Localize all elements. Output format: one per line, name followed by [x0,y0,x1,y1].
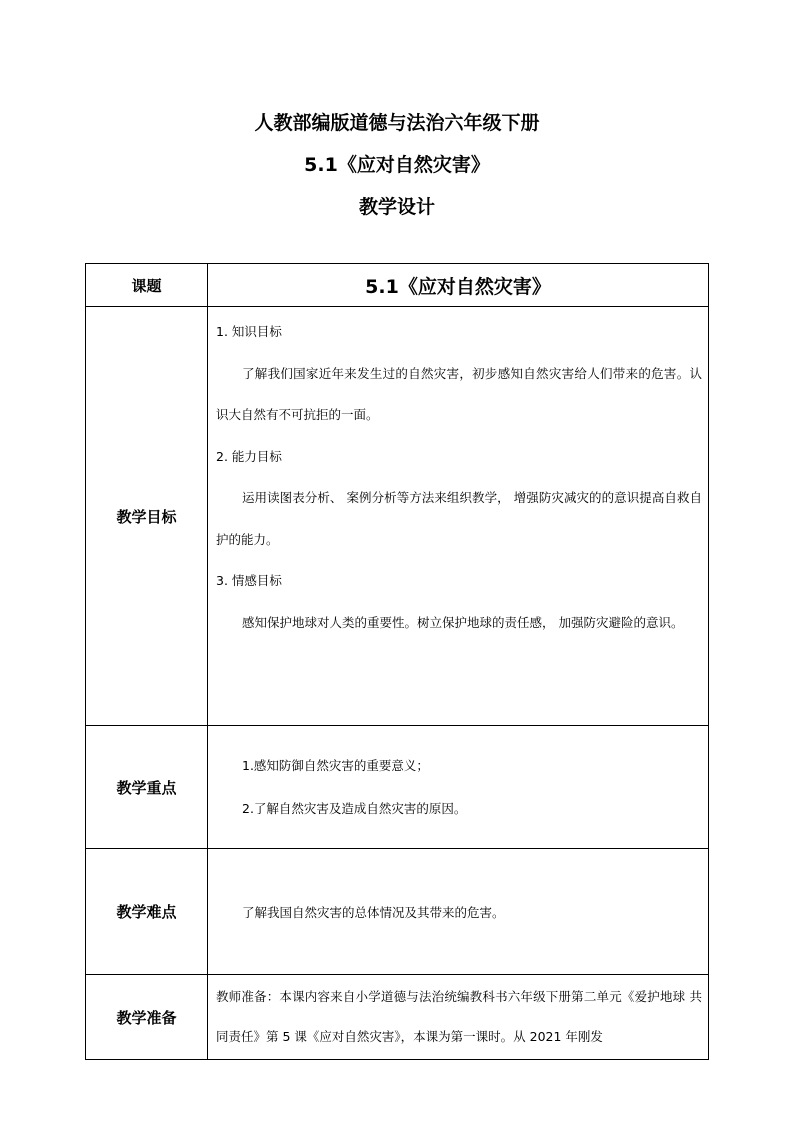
table-row-preparation [86,975,709,1060]
difficulty-label: 教学难点 [86,849,208,975]
table-row-key-points [86,726,709,849]
knowledge-text: 了解我们国家近年来发生过的自然灾害，初步感知自然灾害给人们带来的危害。认识大自然有不可抗拒的一面。 [216,365,702,422]
ability-heading: 2. 能力目标 [216,448,282,464]
knowledge-heading: 1. 知识目标 [216,324,282,339]
lesson-plan-table [85,263,709,1060]
goals-cell [208,307,709,726]
ability-text: 运用读图表分析、 案例分析等方法来组织教学， 增强防灾减灾的的意识提高自救自护的能力。 [216,490,702,547]
key-points-cell [208,726,709,849]
doc-subtitle: 教学设计 [358,196,435,218]
emotion-heading: 3. 情感目标 [216,573,282,588]
preparation-text: 教师准备：本课内容来自小学道德与法治统编教科书六年级下册第二单元《爱护地球 共同责任》第 5 课《应对自然灾害》，本课为第一课时。从 2021 年刚发 [216,989,702,1044]
difficulty-text: 了解我国自然灾害的总体情况及其带来的危害。 [242,904,505,920]
topic-label: 课题 [86,264,208,307]
preparation-label: 教学准备 [86,975,208,1060]
preparation-cell [208,975,709,1060]
key-points-label: 教学重点 [86,726,208,849]
table-row-topic [86,264,709,307]
emotion-text: 感知保护地球对人类的重要性。树立保护地球的责任感， 加强防灾避险的意识。 [242,614,684,630]
topic-value: 5.1《应对自然灾害》 [208,264,709,307]
lesson-title: 5.1《应对自然灾害》 [304,154,490,176]
table-row-goals [86,307,709,726]
goals-label: 教学目标 [86,307,208,726]
doc-title: 人教部编版道德与法治六年级下册 [254,112,540,134]
key-point-item: 1.感知防御自然灾害的重要意义； [242,758,429,773]
key-point-item: 2.了解自然灾害及造成自然灾害的原因。 [242,801,467,816]
table-row-difficulty [86,849,709,975]
difficulty-cell [208,849,709,975]
